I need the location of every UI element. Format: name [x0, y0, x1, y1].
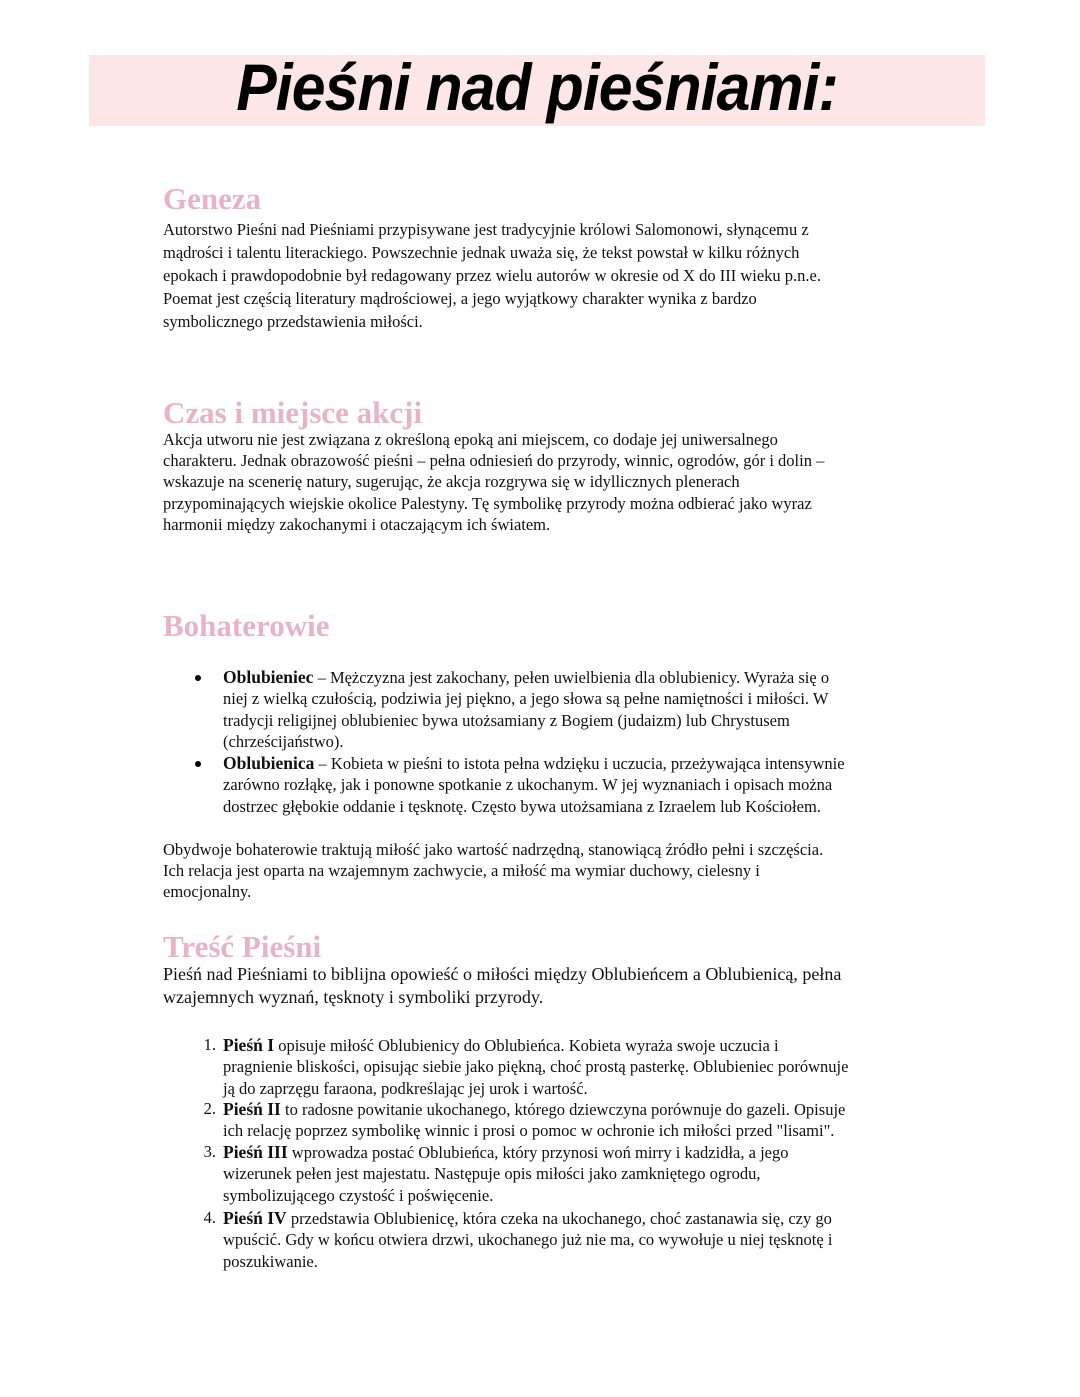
text-line: zarówno rozłąkę, jak i ponowne spotkanie z ukochanym. W jej wyznaniach i opisach można: [223, 775, 833, 795]
text-line: tradycji religijnej oblubieniec bywa utożsamiany z Bogiem (judaizm) lub Chrystusem: [223, 710, 790, 730]
text-line: charakteru. Jednak obrazowość pieśni – pełna odniesień do przyrody, winnic, ogrodów, gór i dolin –: [163, 451, 825, 471]
heading-bohaterowie: Bohaterowie: [163, 608, 330, 643]
text: to radosne powitanie ukochanego, którego dziewczyna porównuje do gazeli. Opisuje: [280, 1100, 846, 1119]
text-line: harmonii między zakochanymi i otaczającym ich światem.: [163, 514, 551, 534]
heading-geneza: Geneza: [163, 181, 262, 216]
bullet-item-oblubieniec: [223, 667, 829, 752]
text-line: ich relację poprzez symbolikę winnic i prosi o pomoc w ochronie ich miłości przed "lisami".: [223, 1121, 835, 1141]
text-line: emocjonalny.: [163, 882, 252, 902]
paragraph-summary: [163, 839, 823, 903]
text: przedstawia Oblubienicę, która czeka na ukochanego, choć zastanawia się, czy go: [286, 1209, 832, 1228]
list-item: [203, 1035, 849, 1099]
list-number: 1.: [203, 1035, 216, 1054]
term: Pieśń I: [223, 1035, 275, 1055]
text: – Kobieta w pieśni to istota pełna wdzięku i uczucia, przeżywająca intensywnie: [314, 754, 845, 773]
paragraph-intro: [163, 963, 841, 1009]
text-line: symbolicznego przedstawienia miłości.: [163, 312, 423, 331]
text: – Mężczyzna jest zakochany, pełen uwielbienia dla oblubienicy. Wyraża się o: [313, 668, 830, 687]
list-item: [203, 1142, 789, 1206]
text-line: poszukiwanie.: [223, 1251, 318, 1271]
list-number: 4.: [203, 1208, 216, 1227]
list-number: 3.: [203, 1142, 216, 1161]
text-line: epokach i prawdopodobnie był redagowany przez wielu autorów w okresie od X do III wieku p.n.e.: [163, 266, 821, 285]
text-line: Pieśń nad Pieśniami to biblijna opowieść o miłości między Oblubieńcem a Oblubienicą, pełna: [163, 964, 842, 984]
text-line: Akcja utworu nie jest związana z określoną epoką ani miejscem, co dodaje jej uniwersalnego: [163, 430, 778, 449]
text-line: Ich relacja jest oparta na wzajemnym zachwycie, a miłość ma wymiar duchowy, cielesny i: [163, 861, 760, 881]
text: wprowadza postać Oblubieńca, który przynosi woń mirry i kadzidła, a jego: [287, 1143, 789, 1162]
list-number: 2.: [203, 1099, 216, 1118]
bullet-icon: [195, 675, 201, 681]
list-item: [203, 1208, 833, 1272]
page-title: Pieśni nad pieśniami:: [236, 50, 838, 124]
text-line: wpuścić. Gdy w końcu otwiera drzwi, ukochanego już nie ma, co wywołuje u niej tęsknotę i: [223, 1230, 833, 1250]
text-line: niej z wielką czułością, podziwia jej piękno, a jego słowa są pełne namiętności i miłości. W: [223, 689, 829, 709]
text-line: Autorstwo Pieśni nad Pieśniami przypisywane jest tradycyjnie królowi Salomonowi, słynącemu z: [163, 220, 809, 239]
term: Pieśń II: [223, 1099, 281, 1119]
paragraph-geneza: [163, 218, 821, 333]
text-line: (chrześcijaństwo).: [223, 731, 344, 751]
text: opisuje miłość Oblubienicy do Oblubieńca. Kobieta wyraża swoje uczucia i: [274, 1036, 779, 1055]
term: Pieśń III: [223, 1142, 288, 1162]
term: Pieśń IV: [223, 1208, 287, 1228]
list-item: [203, 1099, 846, 1142]
title-banner: [89, 50, 985, 126]
bullet-icon: [195, 761, 201, 767]
text-line: wzajemnych wyznań, tęsknoty i symboliki przyrody.: [163, 987, 544, 1007]
text-line: dostrzec głębokie oddanie i tęsknotę. Często bywa utożsamiana z Izraelem lub Kościołem.: [223, 796, 821, 816]
text-line: przypominających wiejskie okolice Palestyny. Tę symbolikę przyrody można odbierać jako wyraz: [163, 493, 812, 513]
text-line: ją do zaprzęgu faraona, podkreślając jej urok i wartość.: [223, 1078, 588, 1098]
term: Oblubienica: [223, 753, 315, 773]
text-line: Obydwoje bohaterowie traktują miłość jako wartość nadrzędną, stanowiącą źródło pełni i szczęścia.: [163, 840, 824, 859]
text-line: pragnienie bliskości, opisując siebie jako piękną, choć prostą pasterkę. Oblubieniec porównuje: [223, 1057, 849, 1077]
text-line: wskazuje na scenerię natury, sugerując, że akcja rozgrywa się w idyllicznych plenerach: [163, 472, 740, 492]
text-line: mądrości i talentu literackiego. Powszechnie jednak uważa się, że tekst powstał w kilku różnych: [163, 243, 800, 262]
paragraph-czas: [163, 429, 824, 535]
heading-czas: Czas i miejsce akcji: [163, 395, 423, 430]
text-line: symbolizującego czystość i poświęcenie.: [223, 1185, 494, 1205]
bullet-item-oblubienica: [223, 753, 845, 817]
term: Oblubieniec: [223, 667, 314, 687]
text-line: wizerunek pełen jest majestatu. Następuje opis miłości jako zamkniętego ogrodu,: [223, 1164, 761, 1184]
heading-tresc: Treść Pieśni: [163, 929, 322, 964]
text-line: Poemat jest częścią literatury mądrościowej, a jego wyjątkowy charakter wynika z bardzo: [163, 289, 757, 308]
